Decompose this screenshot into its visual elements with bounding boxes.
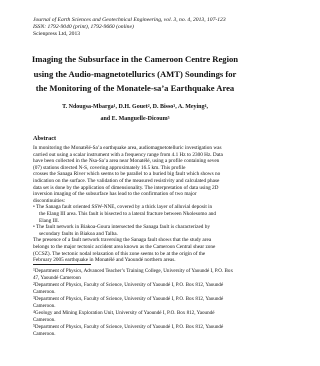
title-line-1: Imaging the Subsurface in the Cameroon Centre Region [31,54,239,64]
footnote-2-cont: Cameroon. [33,289,56,295]
footnote-1-text: Department of Physics, Advanced Teacher’s Training College, University of Yaoundé I, P.O. Box [34,268,233,274]
author-4-affil: 4 [204,104,207,108]
abstract-line: In monitoring the Monatélé-Sa’a earthquake area, audiomagnetotelluric investigation was [33,145,222,151]
abstract-line: indication on the surface. The validation of the measured resistivity and calculated phase [33,177,220,184]
journal-publisher: Scienpress Ltd, 2013 [33,31,81,37]
abstract-line: February 2005 earthquake in Monatélé and Yaoundé northern areas. [33,257,176,264]
footnote-2-text: Department of Physics, Faculty of Science, University of Yaoundé I, P.O. Box 812, Yaoundé [34,282,224,288]
author-4: , A. Meying [175,104,205,110]
journal-issn: ISSN: 1792-9040 (print), 1792-9660 (online) [33,24,134,30]
abstract-line: (CCSZ). The tectonic nodal relaxation of this zone seems to be at the origin of the [33,250,206,257]
paper-title [30,52,240,96]
footnote-5-text: Department of Physics, Faculty of Science, University of Yaoundé I, P.O. Box 812, Yaoundé [34,324,224,330]
abstract-body [33,145,233,264]
footnote-3-cont: Cameroon. [33,303,56,309]
footnote-2 [33,282,233,289]
author-2: , D.H. Gouet [115,104,148,110]
footnote-5-mark: 5 [33,324,35,328]
author-5-affil: 5 [167,116,170,120]
footnote-3 [33,296,233,303]
footnote-4-cont: Cameroon. [33,317,56,323]
footnote-3-text: Department of Physics, Faculty of Science, University of Yaoundé I, P.O. Box 812, Yaoundé [34,296,224,302]
bullet-item-2: • The fault network in Biakoa-Goura intersected the Sanaga fault is characterized by [33,224,210,231]
author-sep: , [206,104,208,110]
footnote-5-cont: Cameroon. [33,331,56,337]
footnote-divider [33,264,91,265]
author-5: and E. Manguelle-Dicoum [100,116,168,122]
abstract-line: data set is done by the application of dimensionality. The interpretation of data using 2D [33,184,219,191]
bullet-item-1-cont: the Elang III area. This fault is bisected to a lateral fracture between Nkolesomo and [39,210,217,217]
journal-citation: Journal of Earth Sciences and Geotechnical Engineering, vol. 3, no. 4, 2013, 107-123 [33,17,226,23]
author-3: , D. Bisso [149,104,174,110]
footnote-1 [33,268,233,275]
bullet-item-2-cont: secondary faults in Biakoa and Talba. [39,230,118,237]
abstract-heading: Abstract [33,135,57,142]
title-line-3: the Monitoring of the Monatele-sa’a Earthquake Area [35,83,235,93]
footnote-5 [33,324,233,331]
abstract-line: crosses the Sanaga River which seems to be parallel to a buried big fault which shows no [33,171,221,178]
footnotes [33,268,233,338]
abstract-line: have been collected in the Nsa-Sa’a area near Monatélé, using a profile containing seven [33,158,220,165]
author-1: T. Ndougsa-Mbarga [62,104,114,110]
abstract-line: inversion imaging of the subsurface has lead to the confirmation of two major [33,191,197,198]
footnote-3-mark: 3 [33,296,35,300]
bullet-item-1-cont: Elang III. [39,217,60,224]
abstract-line: The presence of a fault network traversing the Sanaga fault shows that the study area [33,237,212,244]
journal-header [33,17,226,38]
footnote-2-mark: 2 [33,282,35,286]
title-line-2: using the Audio-magnetotellurics (AMT) Soundings for [33,68,237,79]
abstract-line: carried out using a scalar instrument with a frequency range from 4.1 Hz to 2300 Hz. Data [33,151,223,158]
footnote-1-mark: 1 [33,268,35,272]
author-2-affil: 2 [147,104,150,108]
footnote-1-cont: 47, Yaoundé Cameroon [33,275,81,281]
author-line-1 [30,101,240,113]
bullet-item-1: • The Sanaga fault oriented SSW-NNE, covered by a thick layer of alluvial deposit in [33,204,213,211]
author-list [30,101,240,125]
abstract-line: (07) stations directed N-S, covering approximately 16.5 km. This profile [33,164,186,171]
author-1-affil: 1 [113,104,116,108]
author-3-affil: 3 [173,104,176,108]
footnote-4 [33,310,233,317]
author-line-2 [30,113,240,125]
abstract-line: belongs to the major tectonic accident area known as the Cameroon Central shear zone [33,243,216,250]
abstract-line: discontinuities: [33,197,66,204]
footnote-4-mark: 4 [33,310,35,314]
footnote-4-text: Geology and Mining Exploration Unit, University of Yaoundé I, P.O. Box 812, Yaoundé [34,310,215,316]
